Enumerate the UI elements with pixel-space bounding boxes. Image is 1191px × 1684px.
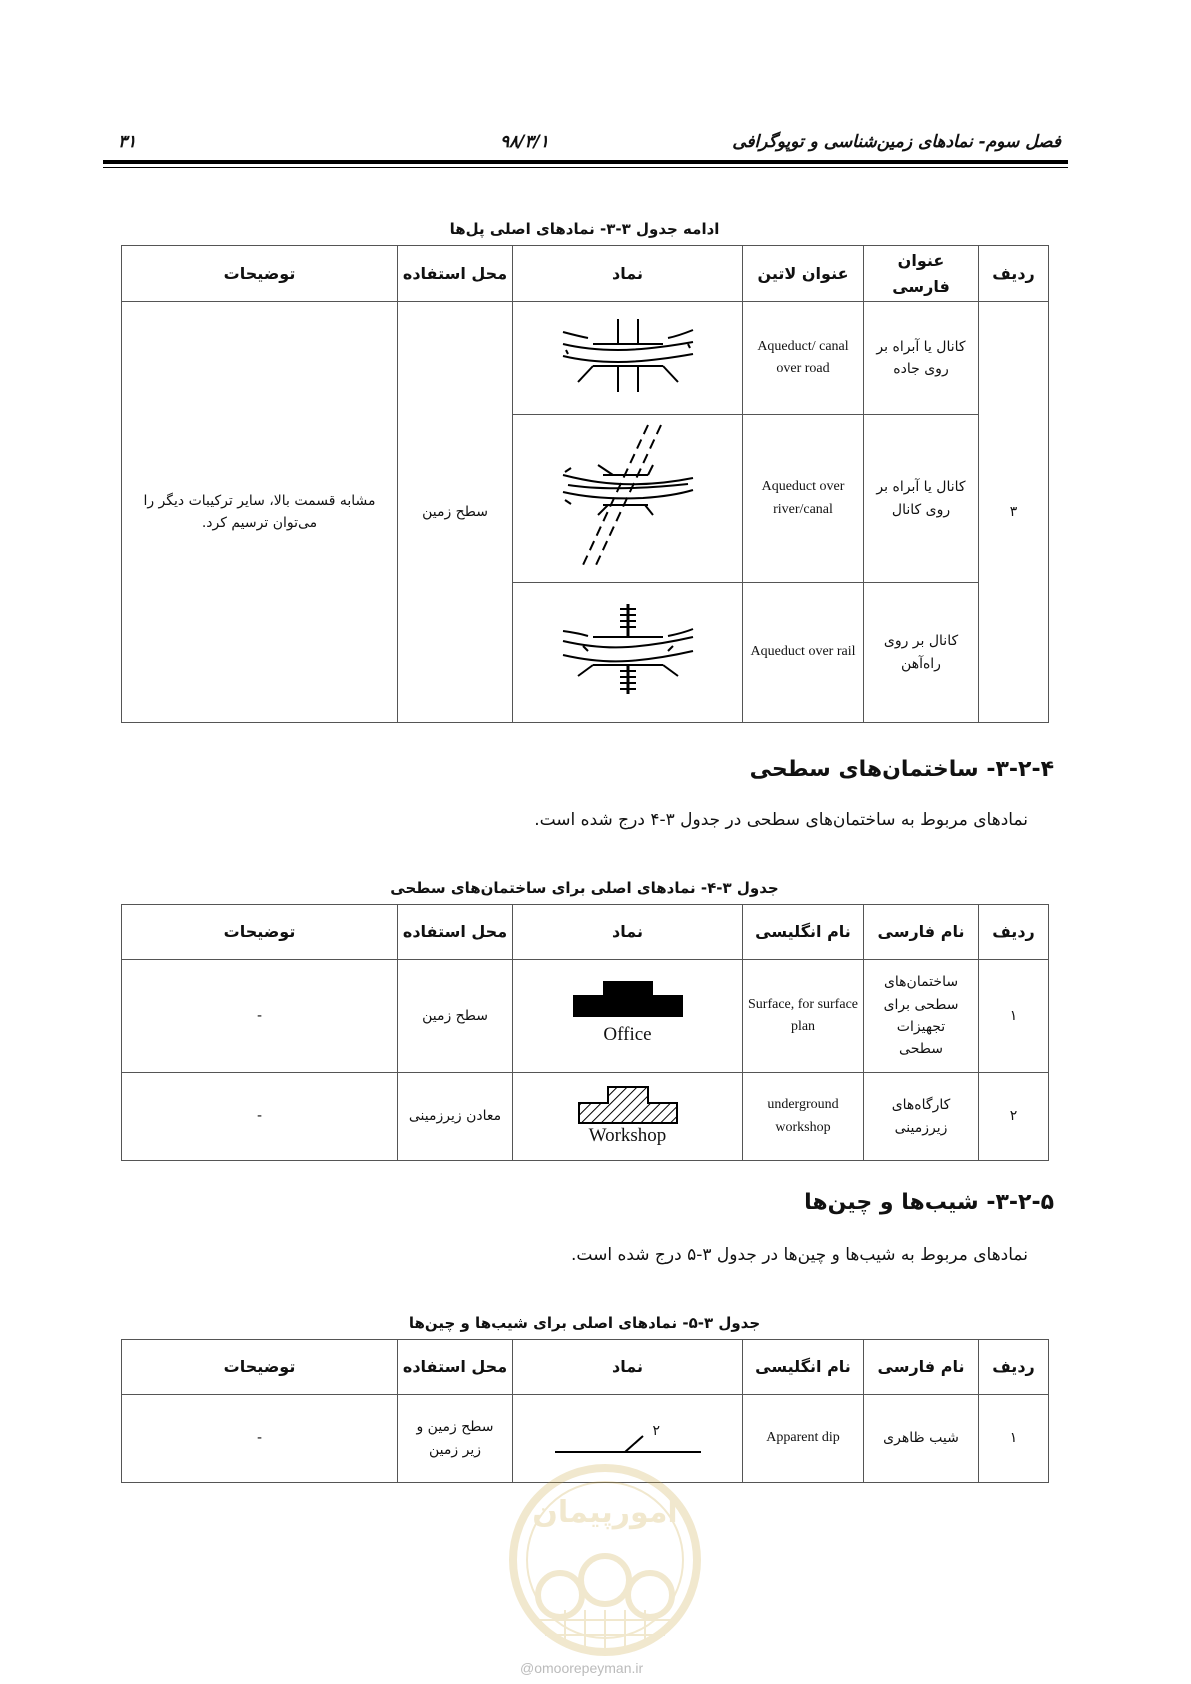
workshop-hatched-icon <box>578 1086 678 1124</box>
office-label: Office <box>603 1024 652 1045</box>
english-name: Apparent dip <box>743 1395 864 1483</box>
surface-buildings-table <box>121 904 1049 1161</box>
notes-cell: - <box>122 960 398 1073</box>
usage-cell: سطح زمین و زیر زمین <box>398 1395 513 1483</box>
latin-name: Aqueduct over rail <box>743 583 864 723</box>
office-roof-icon <box>603 981 653 995</box>
dip-value-label: ۲ <box>652 1422 661 1439</box>
page-number: ۳۱ <box>118 132 137 152</box>
persian-name: کانال بر روی راه‌آهن <box>864 583 979 723</box>
row-number: ۳ <box>979 302 1049 723</box>
header-cell: محل استفاده <box>398 905 513 960</box>
header-cell: نام فارسی <box>864 1340 979 1395</box>
header-cell: توضیحات <box>122 1340 398 1395</box>
aqueduct-over-road-symbol <box>513 302 743 415</box>
header-cell: ردیف <box>979 1340 1049 1395</box>
apparent-dip-icon <box>553 1414 703 1464</box>
aqueduct-over-canal-symbol <box>513 415 743 583</box>
office-building-icon <box>573 995 683 1017</box>
table-header-row <box>122 1340 1049 1395</box>
watermark-logo-text: امورپیمان <box>532 1495 678 1530</box>
office-symbol <box>513 960 743 1073</box>
persian-name: کانال یا آبراه بر روی جاده <box>864 302 979 415</box>
usage-cell: معادن زیرزمینی <box>398 1073 513 1161</box>
header-cell: نام انگلیسی <box>743 1340 864 1395</box>
workshop-label: Workshop <box>588 1124 667 1146</box>
header-rule-thin <box>103 167 1068 168</box>
watermark-url: @omoorepeyman.ir <box>520 1660 644 1676</box>
row-number: ۱ <box>979 1395 1049 1483</box>
table-row <box>122 1073 1049 1161</box>
table-caption: ادامه جدول ۳-۳- نمادهای اصلی پل‌ها <box>449 220 720 238</box>
row-number: ۱ <box>979 960 1049 1073</box>
persian-name: کارگاه‌های زیرزمینی <box>864 1073 979 1161</box>
header-cell: ردیف <box>979 246 1049 302</box>
header-rule-thick <box>103 160 1068 164</box>
persian-name: ساختمان‌های سطحی برای تجهیزات سطحی <box>864 960 979 1073</box>
header-cell: عنوان فارسی <box>864 246 979 302</box>
header-cell: ردیف <box>979 905 1049 960</box>
aqueduct-rail-icon <box>558 601 698 696</box>
header-cell: نام فارسی <box>864 905 979 960</box>
notes-cell: - <box>122 1395 398 1483</box>
table-row <box>122 302 1049 415</box>
header-cell: نماد <box>513 246 743 302</box>
persian-name: شیب ظاهری <box>864 1395 979 1483</box>
persian-name: کانال یا آبراه بر روی کانال <box>864 415 979 583</box>
usage-cell: سطح زمین <box>398 302 513 723</box>
aqueduct-road-icon <box>558 314 698 394</box>
section-heading: ۳-۲-۴- ساختمان‌های سطحی <box>749 757 1054 782</box>
table-caption: جدول ۳-۴- نمادهای اصلی برای ساختمان‌های سطحی <box>390 879 779 897</box>
usage-cell: سطح زمین <box>398 960 513 1073</box>
notes-cell: - <box>122 1073 398 1161</box>
section-heading: ۳-۲-۵- شیب‌ها و چین‌ها <box>804 1190 1054 1215</box>
watermark-logo <box>505 1460 705 1660</box>
table-header-row <box>122 246 1049 302</box>
header-cell: نماد <box>513 1340 743 1395</box>
chapter-title: فصل سوم- نمادهای زمین‌شناسی و توپوگرافی <box>732 132 1061 152</box>
section-paragraph: نمادهای مربوط به ساختمان‌های سطحی در جدول ۳-۴ درج شده است. <box>534 810 1028 830</box>
english-name: Surface, for surface plan <box>743 960 864 1073</box>
header-date: ۹۸/۳/۱ <box>500 132 549 152</box>
header-cell: توضیحات <box>122 246 398 302</box>
table-caption: جدول ۳-۵- نمادهای اصلی برای شیب‌ها و چین‌ها <box>408 1314 761 1332</box>
latin-name: Aqueduct over river/canal <box>743 415 864 583</box>
english-name: underground workshop <box>743 1073 864 1161</box>
watermark-seal-icon <box>505 1460 705 1660</box>
header-cell: محل استفاده <box>398 246 513 302</box>
header-cell: توضیحات <box>122 905 398 960</box>
notes-cell: مشابه قسمت بالا، سایر ترکیبات دیگر را می‌توان ترسیم کرد. <box>122 302 398 723</box>
header-cell: عنوان لاتین <box>743 246 864 302</box>
workshop-symbol <box>513 1073 743 1161</box>
header-cell: نام انگلیسی <box>743 905 864 960</box>
header-cell: نماد <box>513 905 743 960</box>
table-header-row <box>122 905 1049 960</box>
aqueduct-over-rail-symbol <box>513 583 743 723</box>
row-number: ۲ <box>979 1073 1049 1161</box>
bridges-table <box>121 245 1049 723</box>
header-cell: محل استفاده <box>398 1340 513 1395</box>
table-row <box>122 960 1049 1073</box>
latin-name: Aqueduct/ canal over road <box>743 302 864 415</box>
section-paragraph: نمادهای مربوط به شیب‌ها و چین‌ها در جدول ۳-۵ درج شده است. <box>570 1245 1028 1265</box>
aqueduct-canal-icon <box>553 420 703 570</box>
